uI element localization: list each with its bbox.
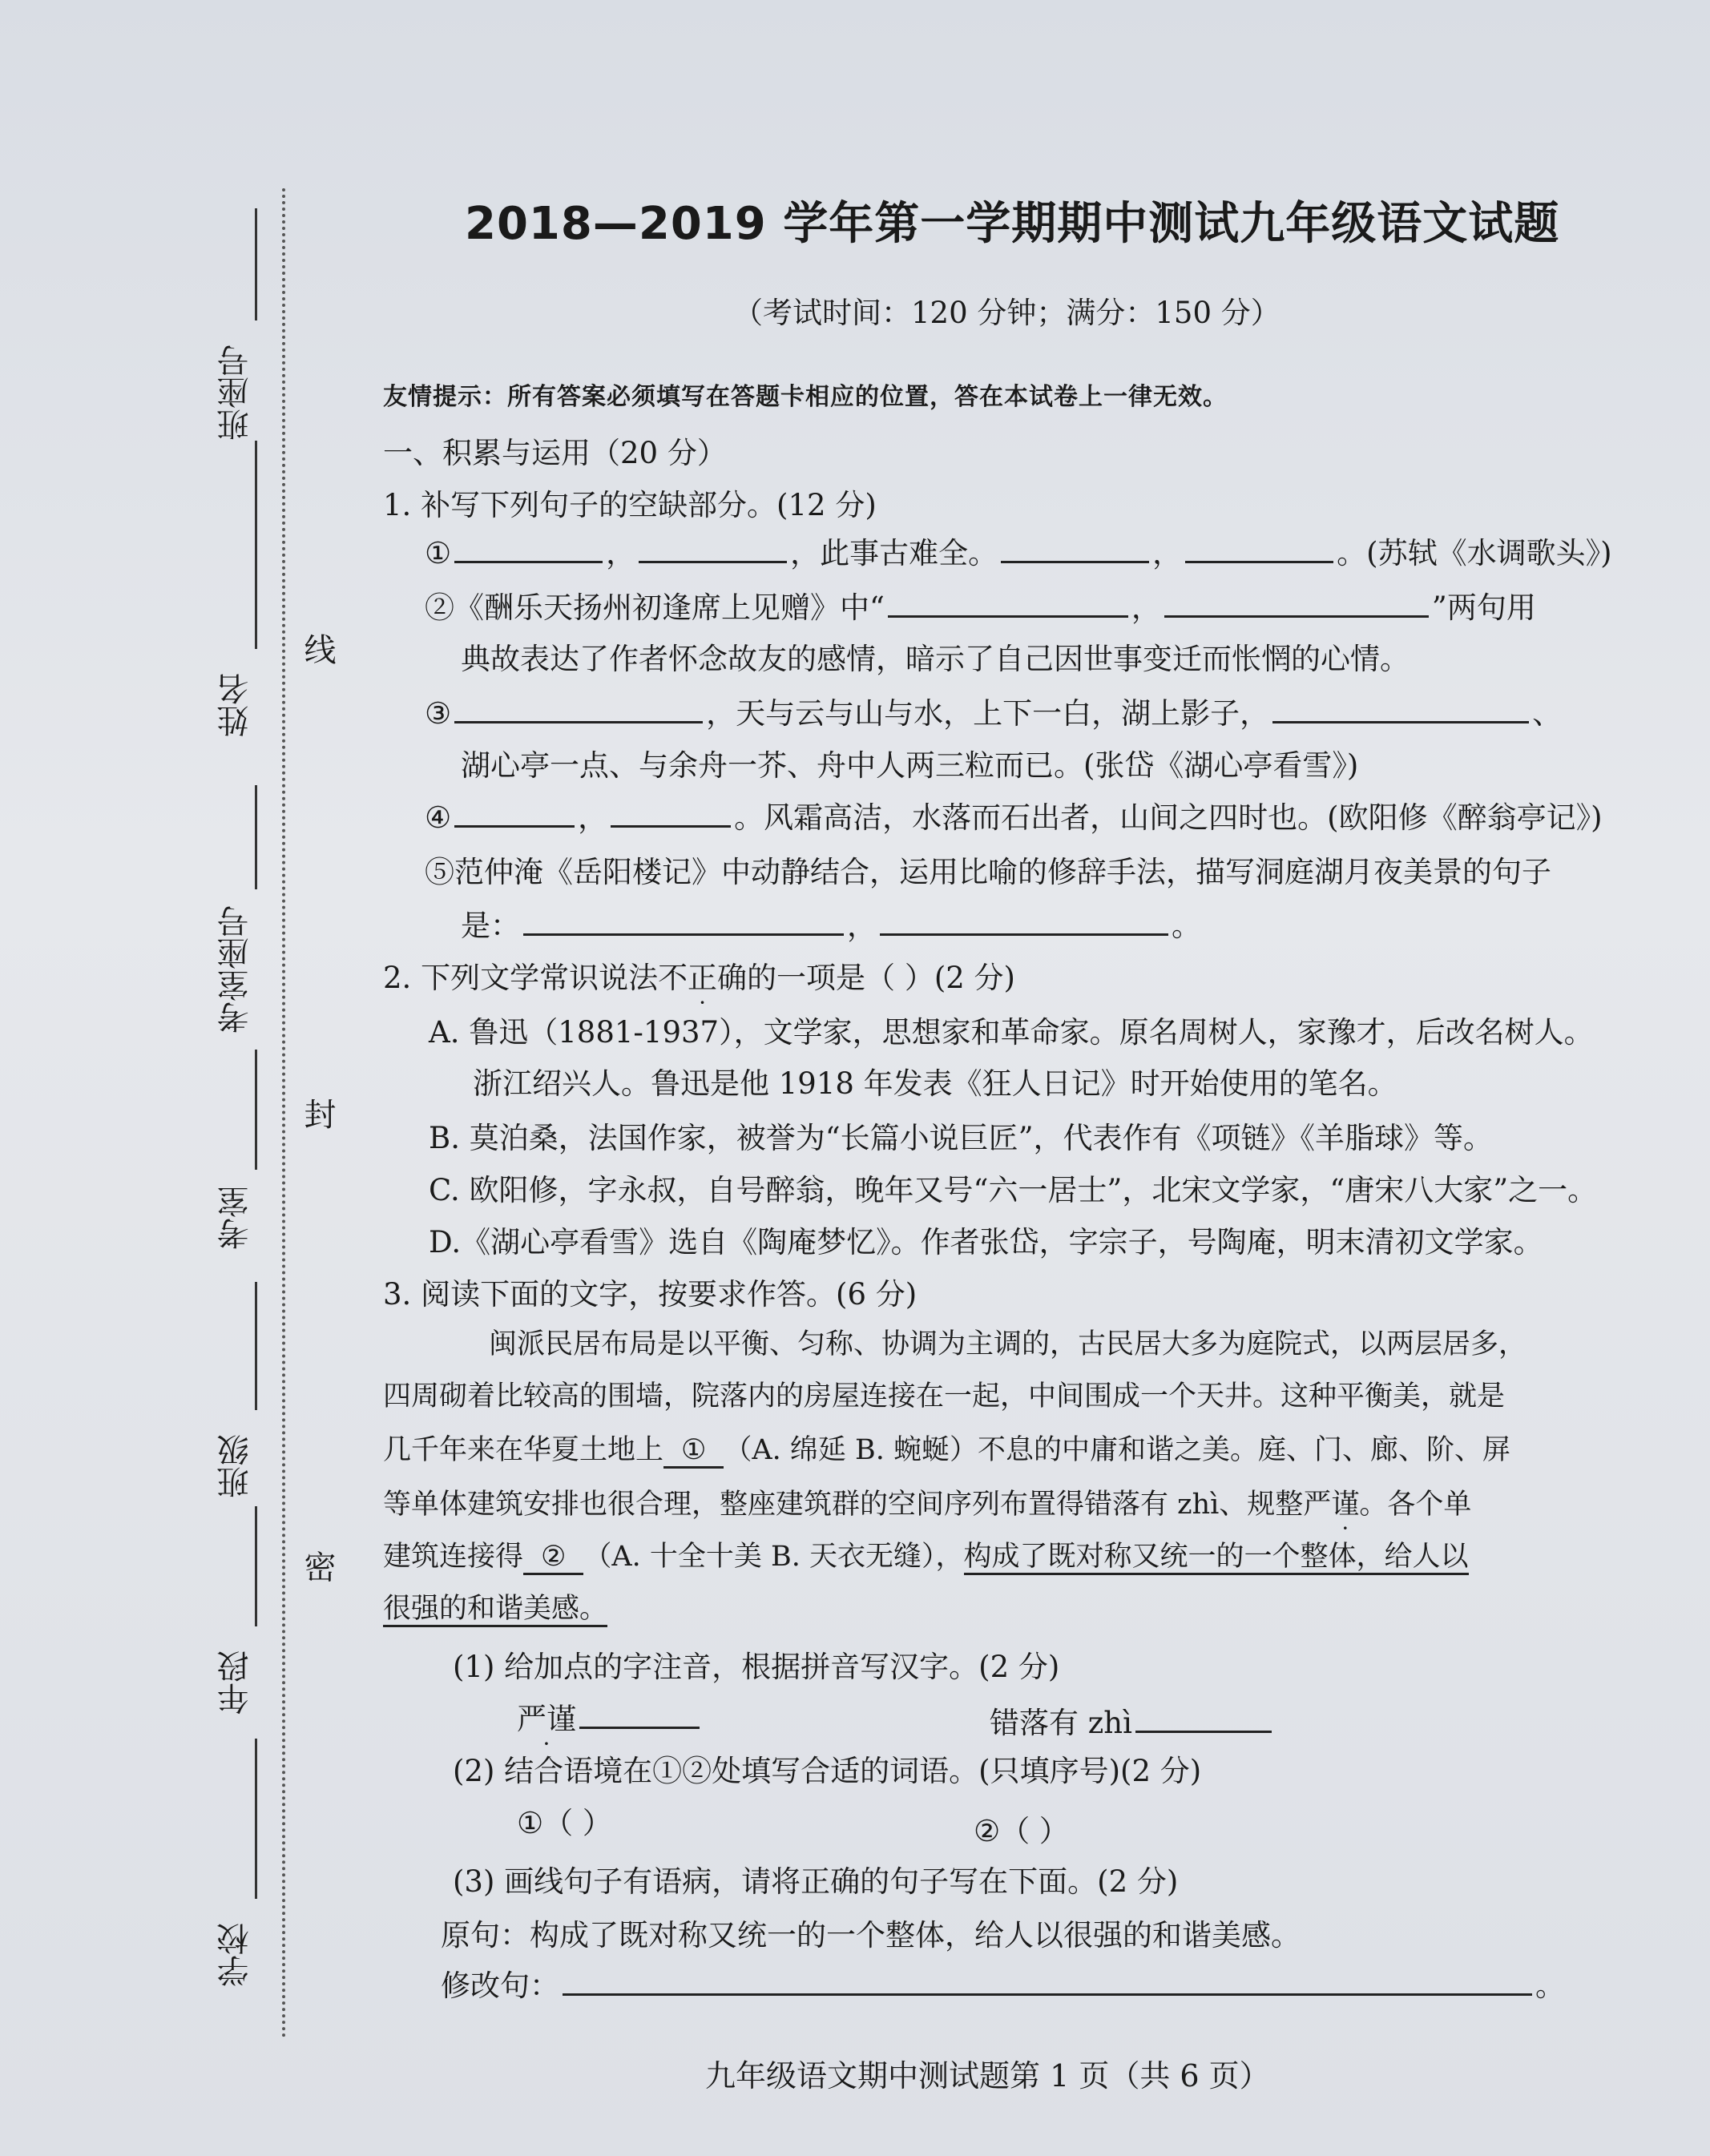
binding-line-class[interactable]	[255, 1282, 257, 1410]
q3-revised-sentence: 修改句： 。	[441, 1961, 1565, 2005]
q3-sub-1: (1) 给加点的字注音，根据拼音写汉字。(2 分)	[453, 1650, 1060, 1684]
q3-original-sentence: 原句：构成了既对称又统一的一个整体，给人以很强的和谐美感。	[441, 1918, 1301, 1952]
binding-field-school: 学校	[217, 1923, 254, 1987]
binding-field-grade: 年段	[217, 1650, 254, 1715]
binding-line-room[interactable]	[255, 1050, 257, 1170]
answer-blank[interactable]	[1164, 586, 1429, 618]
binding-line-room-seat[interactable]	[255, 785, 257, 889]
page-title: 2018—2019 学年第一学期期中测试九年级语文试题	[465, 198, 1560, 250]
q3-passage-line-4: 等单体建筑安排也很合理，整座建筑群的空间序列布置得错落有 zhì、规整严谨。各个单	[383, 1489, 1472, 1521]
answer-blank[interactable]	[579, 1698, 700, 1729]
answer-blank[interactable]	[611, 796, 731, 828]
answer-blank[interactable]	[639, 532, 787, 563]
q1-line-2: ②《酬乐天扬州初逢席上见赠》中“ ， ”两句用	[425, 583, 1536, 627]
answer-blank[interactable]	[888, 586, 1128, 618]
q2-option-b: B. 莫泊桑，法国作家，被誉为“长篇小说巨匠”，代表作有《项链》《羊脂球》等。	[429, 1121, 1494, 1155]
page-footer: 九年级语文期中测试题第 1 页（共 6 页）	[705, 2058, 1270, 2094]
q1-line-5: 湖心亭一点、与余舟一芥、舟中人两三粒而已。(张岱《湖心亭看雪》)	[461, 748, 1359, 783]
binding-line-name[interactable]	[255, 441, 257, 649]
q3-sub-2-b[interactable]: ②（ ）	[974, 1814, 1069, 1848]
binding-line-grade[interactable]	[255, 1506, 257, 1626]
binding-field-name: 姓名	[217, 673, 254, 737]
binding-field-class: 班级	[217, 1434, 254, 1498]
answer-blank[interactable]	[523, 905, 844, 936]
q2-option-d: D.《湖心亭看雪》选自《陶庵梦忆》。作者张岱，字宗子，号陶庵，明末清初文学家。	[429, 1225, 1543, 1259]
q3-sub-1-a: 严谨	[517, 1695, 703, 1738]
q1-line-8: 是： ， 。	[461, 901, 1201, 945]
answer-blank[interactable]	[1001, 532, 1149, 563]
q1-line-1: ① ， ，此事古难全。 ， 。(苏轼《水调歌头》)	[425, 529, 1612, 572]
friendly-tip: 友情提示：所有答案必须填写在答题卡相应的位置，答在本试卷上一律无效。	[383, 383, 1228, 411]
section-heading: 一、积累与运用（20 分）	[383, 436, 727, 470]
cut-mark-secret: 密	[299, 1550, 336, 1582]
answer-blank[interactable]	[1272, 692, 1529, 723]
q2-stem: 2. 下列文学常识说法不正确的一项是（ ）(2 分)	[383, 961, 1015, 995]
q3-sub-3: (3) 画线句子有语病，请将正确的句子写在下面。(2 分)	[453, 1864, 1179, 1899]
q3-passage-line-6: 很强的和谐美感。	[383, 1586, 607, 1626]
answer-blank[interactable]	[454, 692, 703, 723]
q3-passage-line-3: 几千年来在华夏土地上 ① （A. 绵延 B. 蜿蜒）不息的中庸和谐之美。庭、门、廊、阶、屏	[383, 1428, 1510, 1468]
cut-mark-seal: 封	[299, 1098, 336, 1130]
answer-blank[interactable]	[1135, 1702, 1272, 1733]
q3-sub-2-a[interactable]: ①（ ）	[517, 1806, 612, 1840]
q3-passage-line-1: 闽派民居布局是以平衡、匀称、协调为主调的，古民居大多为庭院式，以两层居多，	[489, 1328, 1527, 1360]
q3-sub-1-b: 错落有 zhì	[990, 1699, 1275, 1742]
q1-line-7: ⑤范仲淹《岳阳楼记》中动静结合，运用比喻的修辞手法，描写洞庭湖月夜美景的句子	[425, 855, 1551, 889]
q1-line-3: 典故表达了作者怀念故友的感情，暗示了自己因世事变迁而怅惘的心情。	[461, 642, 1410, 676]
binding-field-seat: 班座号	[217, 345, 254, 441]
q3-stem: 3. 阅读下面的文字，按要求作答。(6 分)	[383, 1277, 918, 1312]
q3-passage-line-5: 建筑连接得 ② （A. 十全十美 B. 天衣无缝），构成了既对称又统一的一个整体，给人以	[383, 1534, 1469, 1574]
q2-option-c: C. 欧阳修，字永叔，自号醉翁，晚年又号“六一居士”，北宋文学家，“唐宋八大家”之一。	[429, 1173, 1598, 1207]
answer-blank[interactable]	[454, 796, 575, 828]
answer-blank[interactable]	[1185, 532, 1333, 563]
binding-line-seat[interactable]	[255, 208, 257, 320]
q2-option-a-cont: 浙江绍兴人。鲁迅是他 1918 年发表《狂人日记》时开始使用的笔名。	[473, 1066, 1397, 1101]
binding-dotted-line	[282, 188, 285, 2039]
answer-blank[interactable]	[563, 1965, 1532, 1996]
q2-option-a: A. 鲁迅（1881-1937），文学家，思想家和革命家。原名周树人，家豫才，后改名树人。	[429, 1015, 1594, 1050]
exam-info: （考试时间：120 分钟；满分：150 分）	[733, 296, 1280, 330]
q1-line-6: ④ ， 。风霜高洁，水落而石出者，山间之四时也。(欧阳修《醉翁亭记》)	[425, 793, 1603, 836]
q3-sub-2: (2) 结合语境在①②处填写合适的词语。(只填序号)(2 分)	[453, 1754, 1202, 1788]
q1-stem: 1. 补写下列句子的空缺部分。(12 分)	[383, 488, 877, 522]
binding-line-school[interactable]	[255, 1739, 257, 1899]
binding-field-room: 考室	[217, 1186, 254, 1250]
cut-mark-line: 线	[299, 633, 336, 665]
q3-passage-line-2: 四周砌着比较高的围墙，院落内的房屋连接在一起，中间围成一个天井。这种平衡美，就是	[383, 1380, 1506, 1412]
answer-blank[interactable]	[880, 905, 1168, 936]
q1-line-4: ③ ，天与云与山与水，上下一白，湖上影子， 、	[425, 689, 1562, 732]
binding-field-room-seat: 考室座号	[217, 905, 254, 1034]
answer-blank[interactable]	[454, 532, 603, 563]
